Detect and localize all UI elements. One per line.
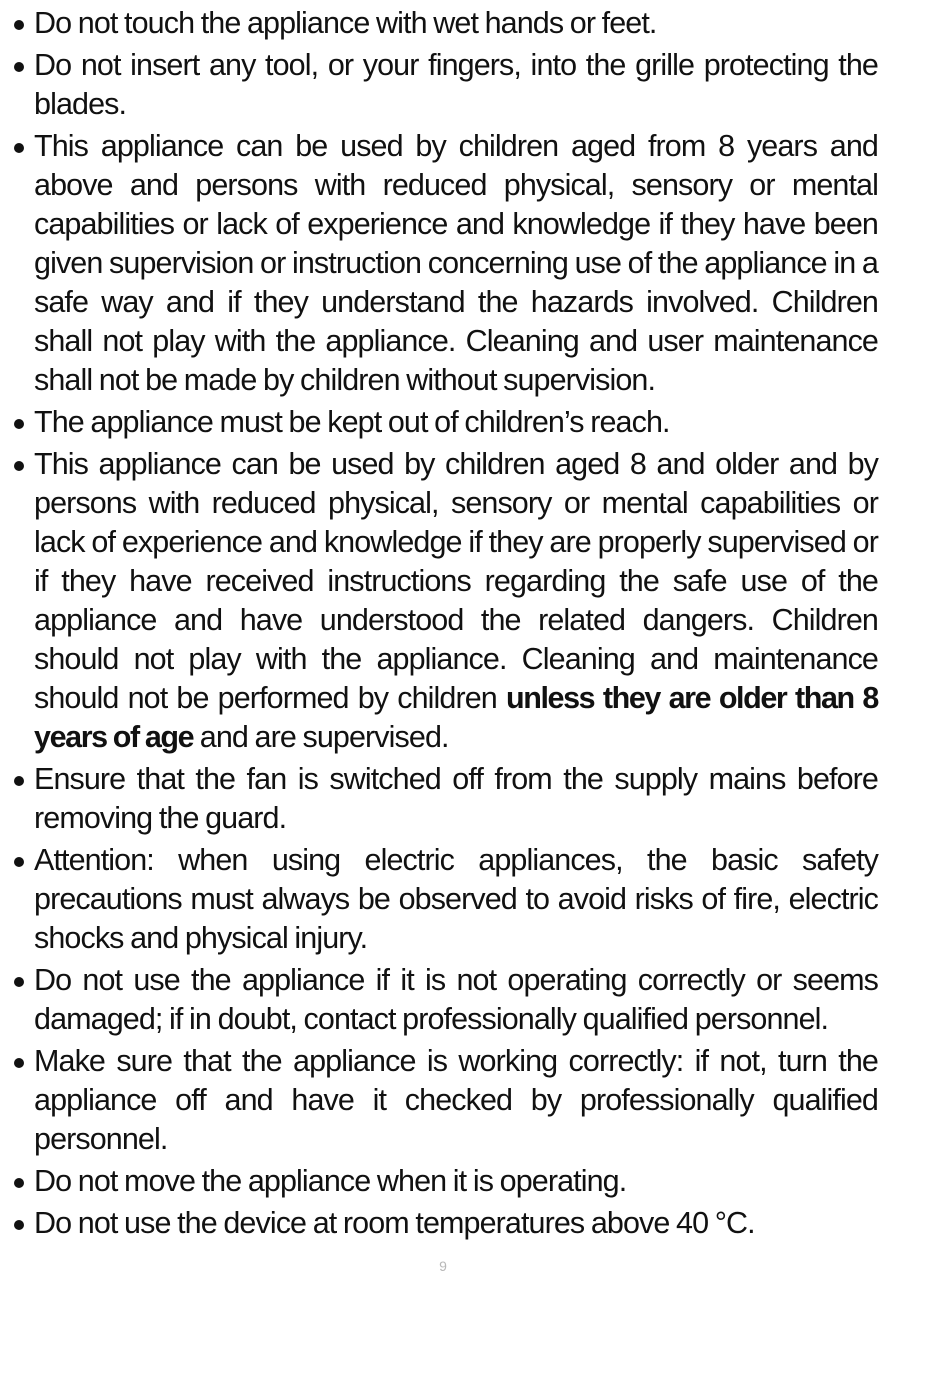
- list-item: [14, 841, 878, 958]
- list-item: [14, 445, 878, 757]
- page-number: 9: [439, 1258, 447, 1274]
- bullet-icon: [14, 20, 24, 30]
- item-text: Attention: when using electric appliances, the basic safety precautions must always be observed to avoid risks of fire, electric shocks and physical injury.: [34, 843, 878, 955]
- list-item: [14, 4, 878, 43]
- list-item: [14, 760, 878, 838]
- list-item: [14, 403, 878, 442]
- item-text-after: and are supervised.: [193, 720, 449, 754]
- bullet-icon: [14, 1178, 24, 1188]
- bullet-icon: [14, 461, 24, 471]
- item-text: Ensure that the fan is switched off from the supply mains before removing the guard.: [34, 762, 878, 835]
- bullet-icon: [14, 419, 24, 429]
- list-item: [14, 961, 878, 1039]
- item-text: Do not move the appliance when it is operating.: [34, 1164, 627, 1198]
- list-item: [14, 1042, 878, 1159]
- item-text: Do not use the device at room temperatures above 40 °C.: [34, 1206, 755, 1240]
- list-item: [14, 46, 878, 124]
- bullet-icon: [14, 62, 24, 72]
- item-bold-text: unless they are older than 8 years of age: [34, 681, 878, 754]
- item-text: Make sure that the appliance is working correctly: if not, turn the appliance off and have it checked by professionally qualified personnel.: [34, 1044, 878, 1156]
- bullet-icon: [14, 1058, 24, 1068]
- list-item: [14, 1162, 878, 1201]
- bullet-icon: [14, 857, 24, 867]
- item-text: Do not touch the appliance with wet hands or feet.: [34, 6, 657, 40]
- item-text: This appliance can be used by children aged from 8 years and above and persons with reduced physical, sensory or mental capabilities or lack of experience and knowledge if they have been given supervision or instruction concerning use of the appliance in a safe way and if they understand the hazards involved. Children shall not play with the appliance. Cleaning and user maintenance shall not be made by children without supervision.: [34, 129, 878, 397]
- list-item: [14, 127, 878, 400]
- safety-instructions-list: [14, 4, 878, 1246]
- bullet-icon: [14, 776, 24, 786]
- list-item: [14, 1204, 878, 1243]
- bullet-icon: [14, 143, 24, 153]
- item-text: The appliance must be kept out of children’s reach.: [34, 405, 670, 439]
- item-text: Do not use the appliance if it is not operating correctly or seems damaged; if in doubt, contact professionally qualified personnel.: [34, 963, 878, 1036]
- bullet-icon: [14, 977, 24, 987]
- bullet-icon: [14, 1220, 24, 1230]
- item-text: This appliance can be used by children aged 8 and older and by persons with reduced physical, sensory or mental capabilities or lack of experience and knowledge if they are properly supervised or if they have received instructions regarding the safe use of the appliance and have understood the related dangers. Children should not play with the appliance. Cleaning and maintenance should not be performed by children: [34, 447, 878, 715]
- item-text: Do not insert any tool, or your fingers, into the grille protecting the blades.: [34, 48, 878, 121]
